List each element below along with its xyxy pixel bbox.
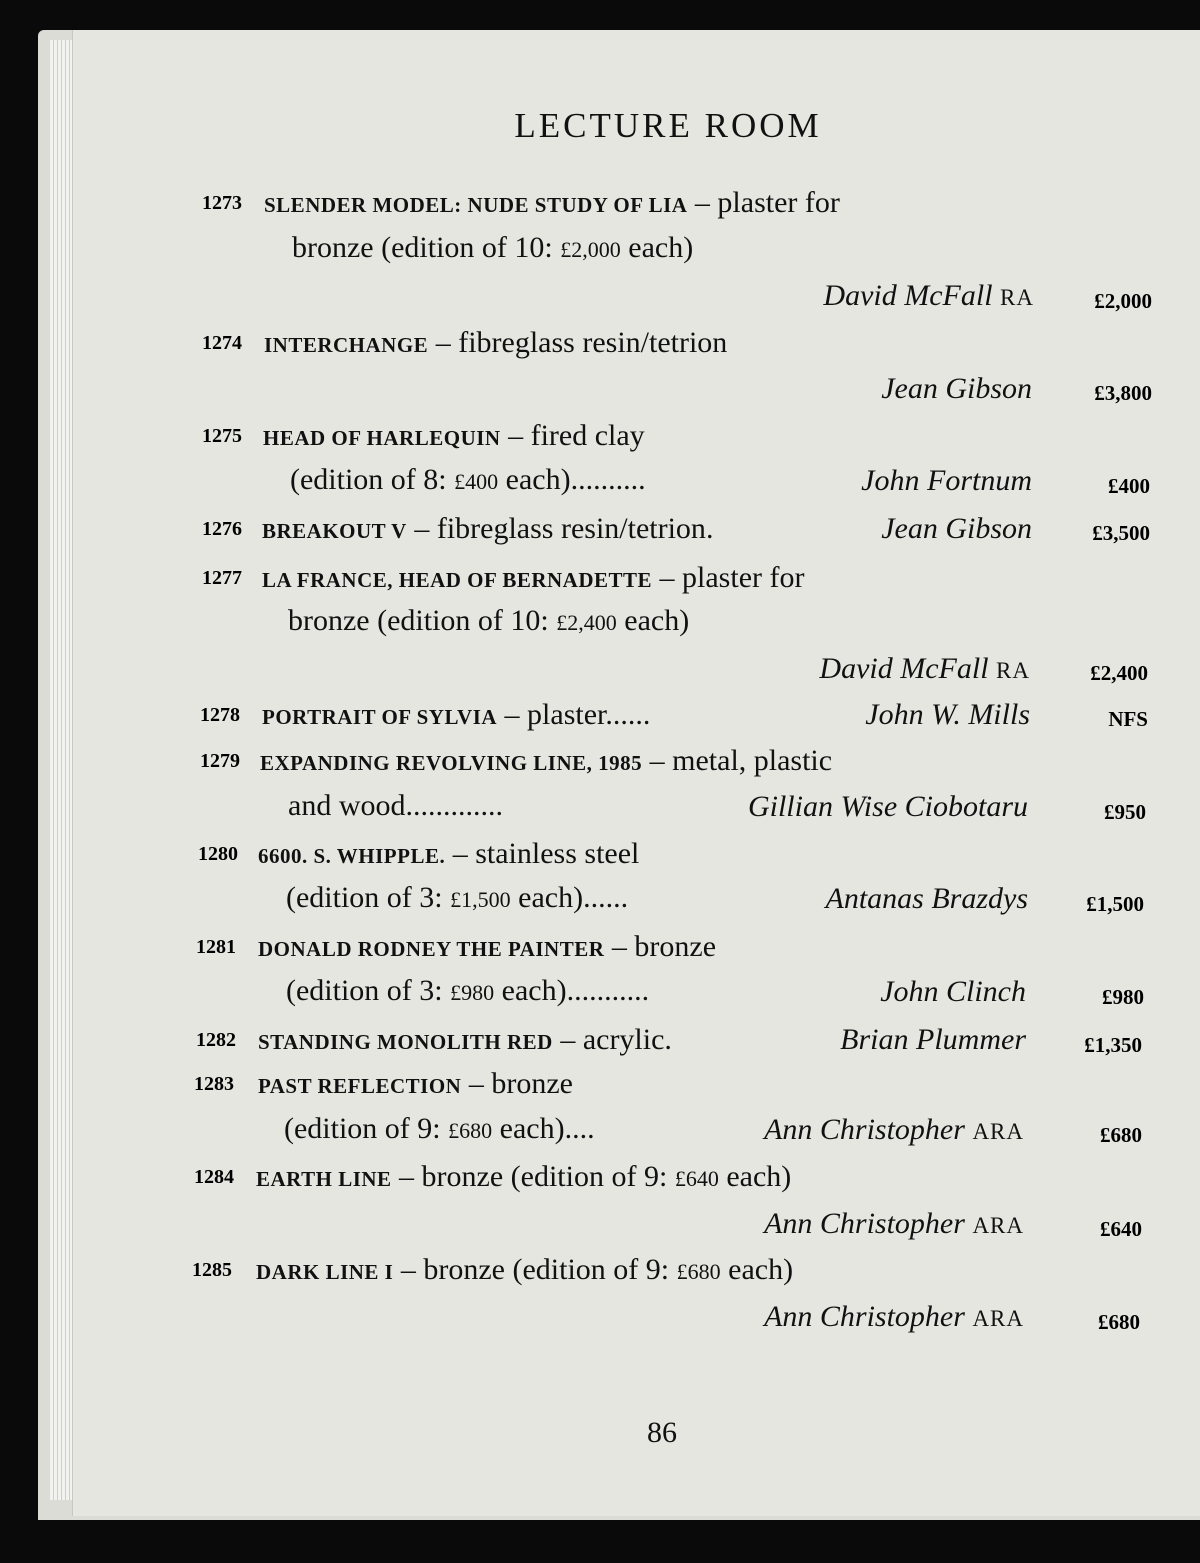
edition-text: (edition of 3: — [286, 881, 451, 914]
entry-title: PORTRAIT OF SYLVIA — [262, 705, 498, 729]
entry-title: 6600. S. WHIPPLE. — [258, 844, 446, 868]
entry-title: HEAD OF HARLEQUIN — [263, 426, 501, 450]
entry-title-line — [258, 1069, 573, 1099]
entry-artist-line — [880, 977, 1026, 1007]
entry-price: £1,350 — [1084, 1033, 1142, 1057]
entry-artist-line — [823, 281, 1034, 311]
separator: – — [642, 744, 673, 777]
leader-dots: .......... — [570, 463, 646, 496]
edition-price: £640 — [674, 1166, 719, 1191]
entry-price: £1,500 — [1086, 892, 1144, 916]
entry-price: £3,800 — [1094, 381, 1152, 405]
edition-each: each) — [720, 1253, 794, 1286]
entry-artist-line — [881, 374, 1032, 404]
entry-number: 1279 — [200, 750, 240, 772]
entry-artist-line — [881, 514, 1032, 544]
entry-medium: fibreglass resin/tetrion — [436, 512, 706, 545]
artist-name: John W. Mills — [865, 698, 1030, 731]
entry-price: £680 — [1100, 1123, 1142, 1147]
entry-price: £3,500 — [1092, 521, 1150, 545]
entry-medium: fired clay — [530, 419, 645, 452]
page-title: LECTURE ROOM — [514, 106, 822, 145]
entry-medium: acrylic — [582, 1023, 665, 1056]
separator: – — [652, 561, 683, 594]
entry-number: 1274 — [202, 332, 242, 354]
edition-each: each) — [510, 881, 584, 914]
entry-medium: fibreglass resin/tetrion — [458, 326, 728, 359]
entry-title-line — [256, 1162, 791, 1192]
edition-text: (edition of 8: — [290, 463, 455, 496]
entry-edition-line — [292, 233, 693, 263]
entry-artist-line — [819, 654, 1030, 684]
entry-medium: bronze — [491, 1067, 573, 1100]
entry-medium: plaster — [527, 698, 606, 731]
entry-price: NFS — [1108, 707, 1148, 731]
separator: – — [687, 186, 718, 219]
entry-artist-line — [861, 466, 1032, 496]
entry-number: 1273 — [202, 192, 242, 214]
edition-price: £1,500 — [450, 887, 511, 912]
edition-price: £680 — [676, 1259, 721, 1284]
artist-name: Ann Christopher — [764, 1207, 965, 1240]
entry-number: 1284 — [194, 1166, 234, 1188]
edition-price: £680 — [448, 1118, 493, 1143]
separator: – — [604, 930, 635, 963]
entry-title: LA FRANCE, HEAD OF BERNADETTE — [262, 568, 653, 592]
leader-dots: .... — [564, 1112, 595, 1145]
entry-medium: plaster for — [717, 186, 840, 219]
entry-medium: bronze — [634, 930, 717, 963]
artist-name: Brian Plummer — [840, 1023, 1026, 1056]
artist-honor: ARA — [972, 1119, 1024, 1144]
entry-number: 1275 — [202, 425, 242, 447]
entry-price: £640 — [1100, 1217, 1142, 1241]
entry-title: DONALD RODNEY THE PAINTER — [258, 937, 605, 961]
artist-name: John Clinch — [880, 975, 1026, 1008]
artist-name: Ann Christopher — [764, 1300, 965, 1333]
page-edges — [50, 40, 74, 1500]
leader-dots: ........... — [566, 974, 650, 1007]
entry-title-line — [256, 1255, 793, 1285]
entry-edition-line — [288, 791, 503, 821]
entry-title-line — [260, 746, 832, 776]
separator: – — [500, 419, 531, 452]
entry-edition-line — [286, 883, 628, 913]
entry-title: SLENDER MODEL: NUDE STUDY OF LIA — [264, 193, 688, 217]
entry-artist-line — [865, 700, 1030, 730]
entry-title: DARK LINE I — [256, 1260, 394, 1284]
entry-edition-line — [288, 606, 689, 636]
entry-artist-line — [764, 1302, 1024, 1332]
artist-honor: ARA — [972, 1306, 1024, 1331]
edition-text: and wood — [288, 789, 406, 822]
entry-title-line — [264, 188, 840, 218]
artist-name: Jean Gibson — [881, 512, 1032, 545]
entry-title-line — [258, 932, 716, 962]
separator: – — [552, 1023, 583, 1056]
edition-price: £980 — [450, 980, 495, 1005]
edition-text: bronze (edition of 10: — [288, 604, 557, 637]
leader-dots: ...... — [583, 881, 629, 914]
entry-medium: stainless steel — [475, 837, 640, 870]
artist-name: Gillian Wise Ciobotaru — [747, 790, 1028, 823]
artist-name: Antanas Brazdys — [825, 882, 1028, 915]
leader-dots: ............. — [405, 789, 503, 822]
entry-price: £2,400 — [1090, 661, 1148, 685]
artist-name: David McFall — [823, 279, 993, 312]
artist-honor: RA — [1000, 285, 1034, 310]
entry-title: STANDING MONOLITH RED — [258, 1030, 553, 1054]
separator: – — [391, 1160, 422, 1193]
entry-artist-line — [764, 1115, 1024, 1145]
page-number: 86 — [647, 1416, 677, 1449]
entry-edition-line — [284, 1114, 595, 1144]
entry-title: PAST REFLECTION — [258, 1074, 462, 1098]
entry-medium: plaster for — [682, 561, 805, 594]
entry-number: 1280 — [198, 843, 238, 865]
edition-price: £400 — [454, 469, 499, 494]
entry-number: 1276 — [202, 518, 242, 540]
entry-artist-line — [748, 792, 1028, 822]
entry-medium: metal, plastic — [672, 744, 833, 777]
edition-each: each) — [616, 604, 690, 637]
edition-price: £2,000 — [560, 237, 621, 262]
artist-honor: RA — [996, 658, 1030, 683]
artist-name: Ann Christopher — [764, 1113, 965, 1146]
entry-edition-line — [290, 465, 646, 495]
edition-each: each) — [620, 231, 694, 264]
entry-medium: bronze (edition of 9: — [421, 1160, 675, 1193]
artist-name: Jean Gibson — [881, 372, 1032, 405]
edition-text: (edition of 9: — [284, 1112, 449, 1145]
leader-dots: . — [705, 512, 714, 545]
edition-text: (edition of 3: — [286, 974, 451, 1007]
entry-number: 1281 — [196, 936, 236, 958]
entry-title-line — [258, 839, 639, 869]
entry-title-line — [264, 328, 727, 358]
separator: – — [393, 1253, 424, 1286]
separator: – — [428, 326, 459, 359]
entry-edition-line — [286, 976, 649, 1006]
entry-title-line — [262, 700, 650, 730]
separator: – — [445, 837, 476, 870]
entry-price: £680 — [1098, 1310, 1140, 1334]
entry-number: 1277 — [202, 567, 242, 589]
entry-title-line — [262, 514, 713, 544]
entry-price: £400 — [1108, 474, 1150, 498]
entry-price: £950 — [1104, 800, 1146, 824]
entry-number: 1278 — [200, 704, 240, 726]
artist-name: John Fortnum — [861, 464, 1032, 497]
entry-title: BREAKOUT V — [262, 519, 407, 543]
entry-price: £980 — [1102, 985, 1144, 1009]
edition-each: each) — [492, 1112, 565, 1145]
edition-each: each) — [494, 974, 567, 1007]
artist-name: David McFall — [819, 652, 989, 685]
entry-artist-line — [826, 884, 1029, 914]
artist-honor: ARA — [972, 1213, 1024, 1238]
leader-dots: . — [664, 1023, 672, 1056]
leader-dots: ...... — [605, 698, 651, 731]
edition-each: each) — [718, 1160, 792, 1193]
edition-price: £2,400 — [556, 610, 617, 635]
entry-title-line — [263, 421, 645, 451]
entry-number: 1285 — [192, 1259, 232, 1281]
separator: – — [461, 1067, 492, 1100]
entry-title-line — [262, 563, 804, 593]
entry-title: EARTH LINE — [256, 1167, 392, 1191]
entry-number: 1282 — [196, 1029, 236, 1051]
entry-title: INTERCHANGE — [264, 333, 429, 357]
entry-title: EXPANDING REVOLVING LINE, 1985 — [260, 751, 643, 775]
entry-medium: bronze (edition of 9: — [423, 1253, 677, 1286]
edition-each: each) — [498, 463, 571, 496]
entry-price: £2,000 — [1094, 289, 1152, 313]
separator: – — [497, 698, 528, 731]
edition-text: bronze (edition of 10: — [292, 231, 561, 264]
entry-number: 1283 — [194, 1073, 234, 1095]
entry-title-line — [258, 1025, 672, 1055]
entry-artist-line — [764, 1209, 1024, 1239]
separator: – — [406, 512, 437, 545]
entry-artist-line — [840, 1025, 1026, 1055]
